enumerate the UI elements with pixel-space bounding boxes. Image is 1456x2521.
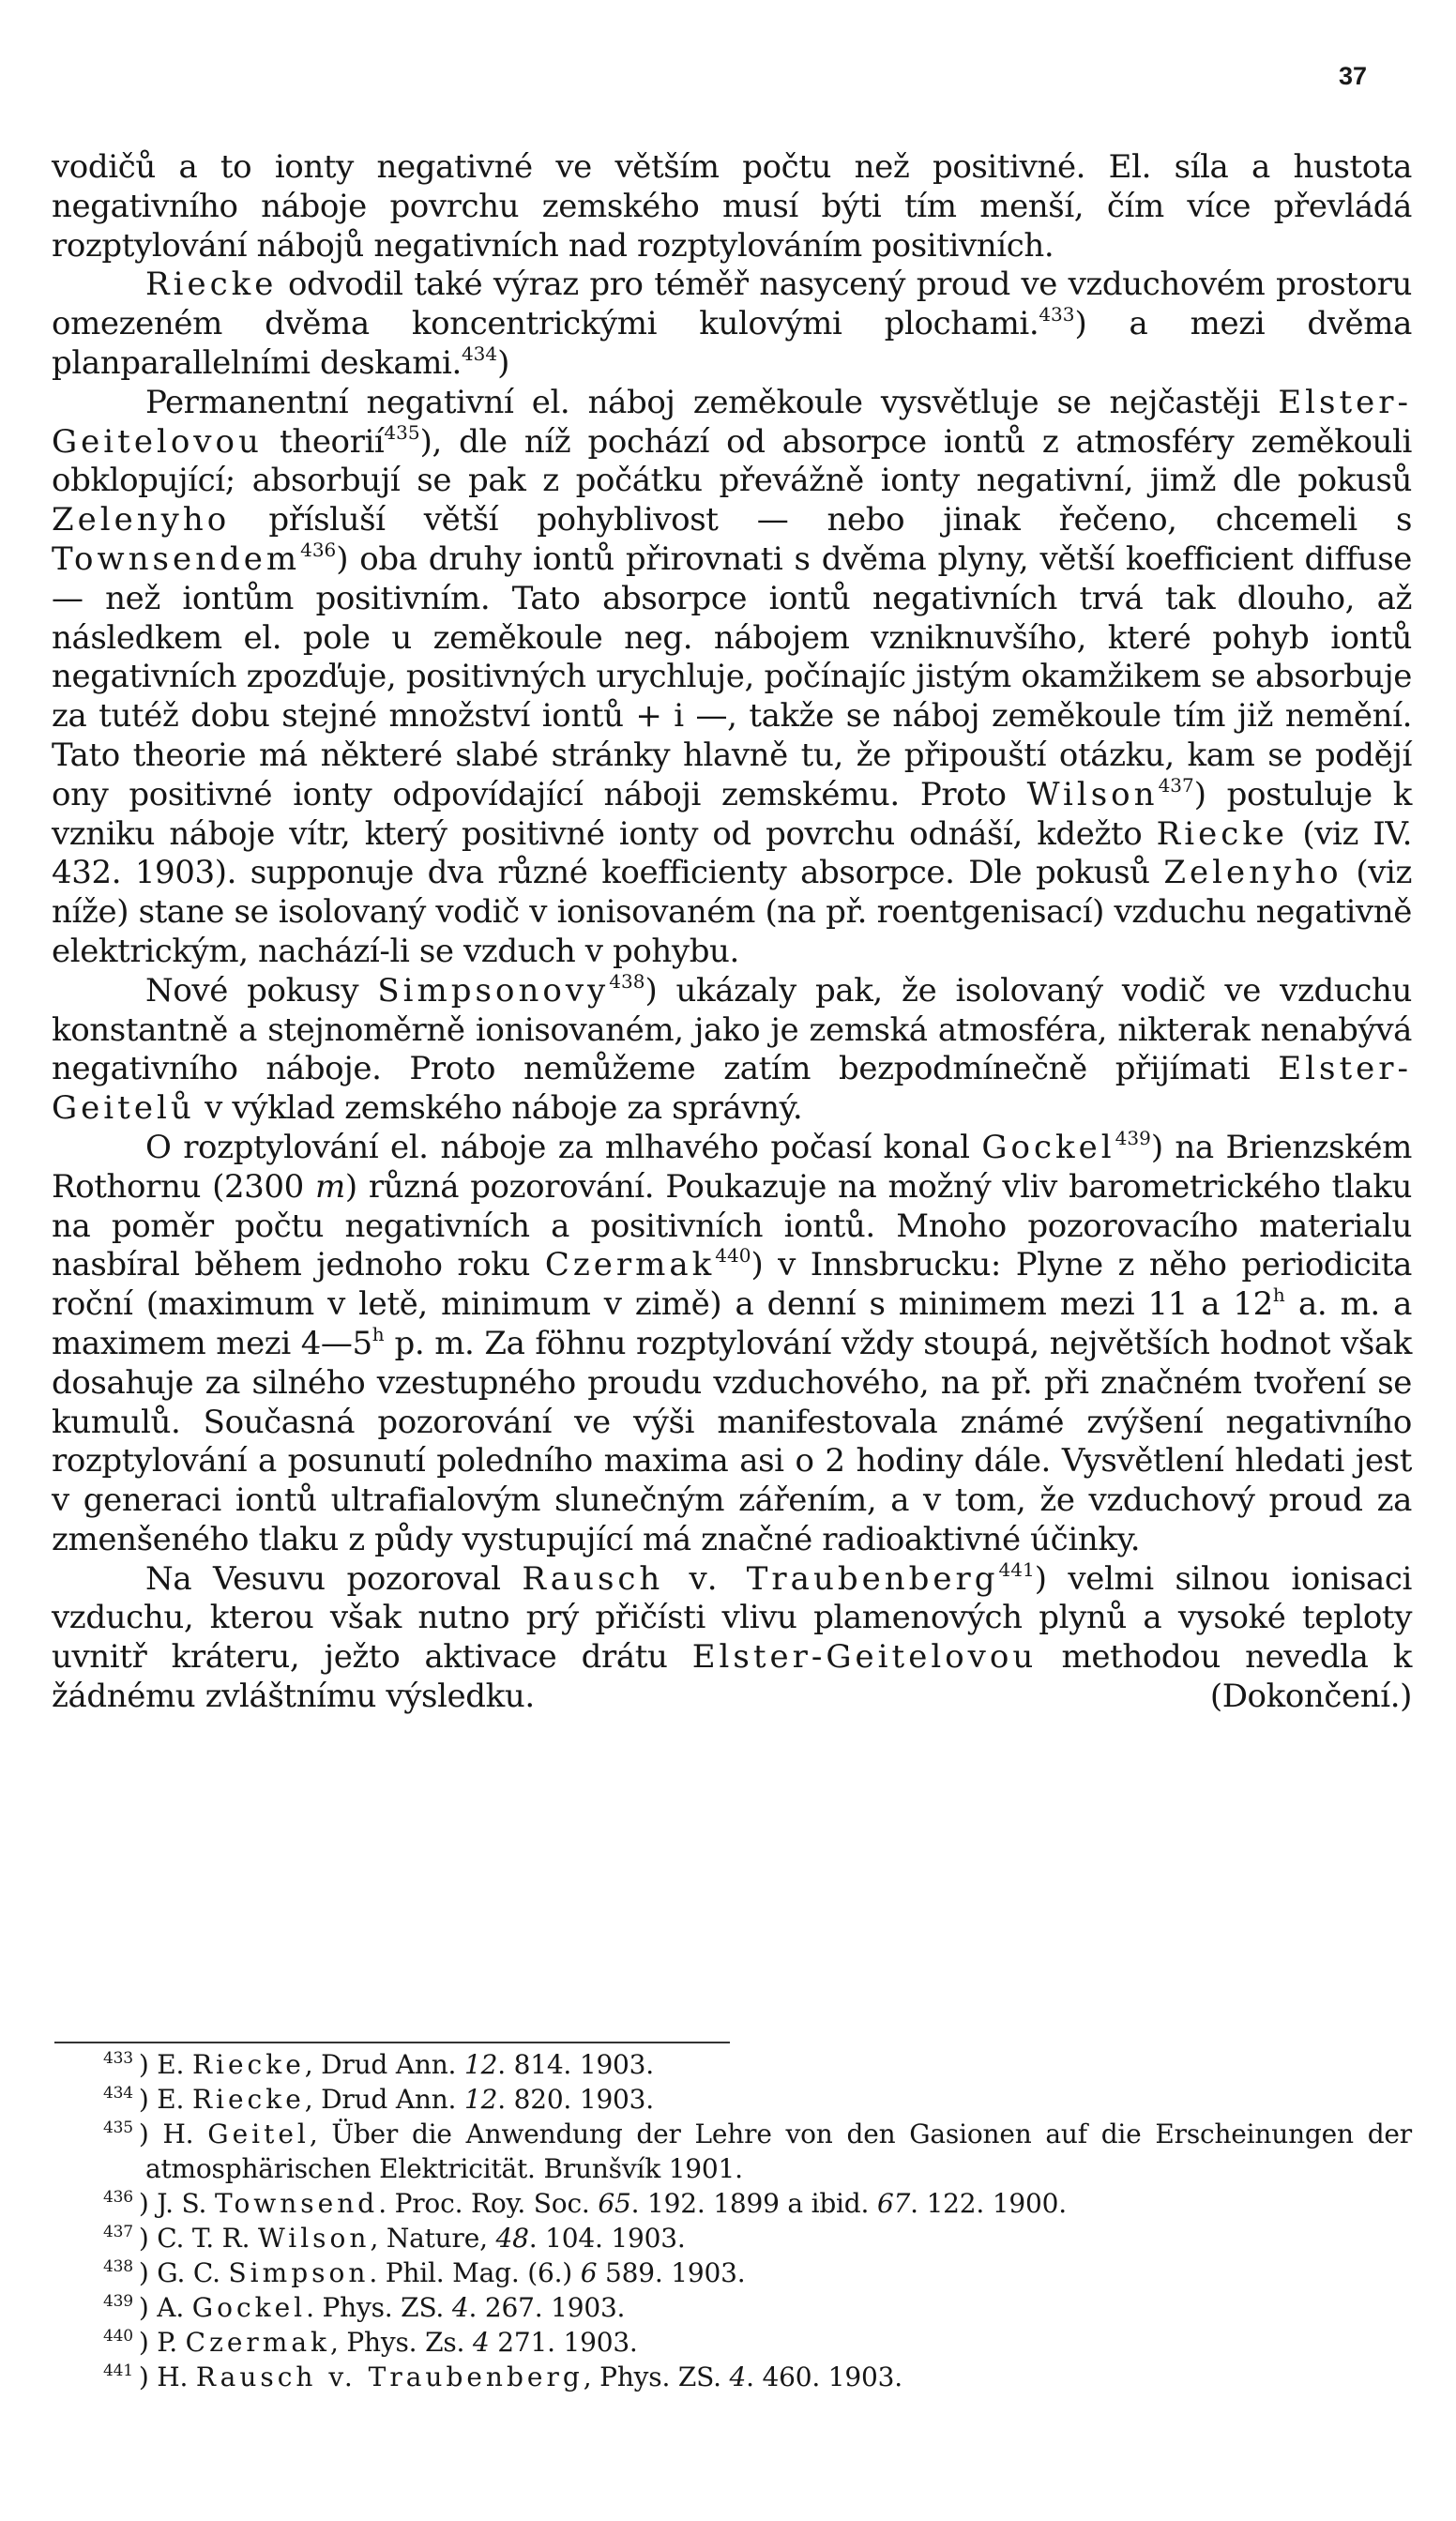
paragraph xyxy=(52,1557,1412,1717)
paragraph xyxy=(52,384,1412,972)
spaced-name: Riecke xyxy=(191,2049,305,2080)
text-run: odvodil také výraz pro téměř nasycený proud ve vzduchovém prostoru omezeném dvěma koncentrickými kulovými plochami. xyxy=(52,266,1412,343)
italic-text: 12 xyxy=(463,2084,498,2115)
text-run: O rozptylování el. náboje za mlhavého počasí konal xyxy=(145,1128,982,1166)
text-run: Nové pokusy xyxy=(145,971,378,1010)
text-run: vodičů a to ionty negativné ve větším počtu než positivné. El. síla a hustota negativního náboje povrchu zemského musí býti tím menší, čím více převládá rozptylování nábojů negativních nad rozptylováním positivních. xyxy=(52,148,1412,265)
text-run: G. C. xyxy=(157,2257,229,2288)
italic-text: 4 xyxy=(472,2327,490,2358)
text-run: . Phil. Mag. (6.) xyxy=(369,2257,581,2288)
text-run: Permanentní negativní el. náboj zeměkoule vysvětluje se nejčastěji xyxy=(145,383,1279,421)
footnote xyxy=(52,2325,1412,2360)
text-run: . 460. 1903. xyxy=(746,2362,902,2392)
text-run: , Über die Anwendung der Lehre von den Gasionen auf die Erscheinungen der atmosphärischen Elektricität. Brunšvík 1901. xyxy=(145,2119,1412,2184)
footnote-ref: 434 xyxy=(461,342,498,365)
footnote-paren: ) xyxy=(138,2327,158,2358)
spaced-name: Elster-Geitelů xyxy=(52,1050,1412,1128)
paragraph xyxy=(52,148,1412,266)
footnote-paren: ) xyxy=(138,2223,158,2254)
footnote-ref: 438 xyxy=(609,969,645,993)
footnote-number: 433 xyxy=(103,2049,133,2068)
text-run: Na Vesuvu pozoroval xyxy=(145,1559,523,1598)
spaced-name: Riecke xyxy=(1156,814,1289,853)
footnote xyxy=(52,2186,1412,2221)
text-run: . Proc. Roy. Soc. xyxy=(378,2188,599,2219)
footnote xyxy=(52,2082,1412,2117)
footnote-ref: h xyxy=(372,1322,385,1345)
spaced-name: Wilson xyxy=(257,2223,371,2254)
spaced-name: Simpson xyxy=(228,2257,370,2288)
spaced-name: Elster-Geitelovou xyxy=(52,383,1412,461)
footnote-ref: 433 xyxy=(1039,303,1075,327)
footnote-number: 439 xyxy=(103,2292,133,2311)
paragraph xyxy=(52,969,1412,1129)
spaced-name: Czermak xyxy=(544,1246,716,1284)
spaced-name: Riecke xyxy=(145,266,278,304)
italic-text: 6 xyxy=(580,2257,598,2288)
spaced-name: Rausch v. Traubenberg xyxy=(522,1559,999,1598)
footnote-number: 437 xyxy=(103,2223,133,2241)
text-run: . 104. 1903. xyxy=(528,2223,686,2254)
text-run: H. xyxy=(157,2362,196,2392)
footnote-number: 438 xyxy=(103,2257,133,2276)
footnote-ref: 436 xyxy=(300,538,337,561)
text-run: v výklad zemského náboje za správný. xyxy=(194,1089,803,1128)
text-run: . Phys. ZS. xyxy=(306,2292,452,2323)
text-run: P. xyxy=(157,2327,186,2358)
spaced-name: Wilson xyxy=(1026,775,1159,813)
text-run: , Phys. Zs. xyxy=(330,2327,473,2358)
spaced-name: Townsendem xyxy=(52,539,301,578)
italic-text: 65 xyxy=(598,2188,631,2219)
text-run: . 267. 1903. xyxy=(468,2292,626,2323)
text-run: (viz níže) stane se isolovaný vodič v ionisovaném (na př. roentgenisací) vzduchu negativně elektrickým, nachází-li se vzduch v pohybu. xyxy=(52,854,1412,970)
text-run: A. xyxy=(157,2292,192,2323)
text-run: ) na Brienzském Rothornu (2300 xyxy=(52,1128,1412,1206)
footnote-ref: 435 xyxy=(384,420,420,444)
text-run: ) velmi silnou ionisaci vzduchu, kterou však nutno prý přičísti vlivu plamenových plynů a vysoké teploty uvnitř kráteru, ježto aktivace drátu xyxy=(52,1559,1412,1677)
footnote-ref: 437 xyxy=(1158,773,1194,797)
footnote-number: 434 xyxy=(103,2084,133,2103)
italic-text: 67 xyxy=(876,2188,911,2219)
text-run: ) oba druhy iontů přirovnati s dvěma plyny, větší koefficient diffuse — než iontům positivním. Tato absorpce iontů negativních trvá tak dlouho, až následkem el. pole u zeměkoule neg. nábojem vzniknuvšího, které pohyb iontů negativních zpozďuje, positivných urychluje, počínajíc jistým okamžikem se absorbuje za tutéž dobu stejné množství iontů + i —, takže se náboj zeměkoule tím již nemění. Tato theorie má některé slabé stránky hlavně tu, že připouští otázku, kam se podějí ony positivné ionty odpovídající náboji zemskému. Proto xyxy=(52,539,1412,813)
footnote xyxy=(52,2360,1412,2394)
footnote-paren: ) xyxy=(138,2084,158,2115)
text-run: . 122. 1900. xyxy=(910,2188,1067,2219)
footnote-ref: h xyxy=(1272,1283,1285,1307)
footnote-number: 436 xyxy=(103,2188,133,2207)
text-run: H. xyxy=(162,2119,208,2149)
body-text xyxy=(52,148,1412,1717)
text-run: 589. 1903. xyxy=(597,2257,746,2288)
text-run: přísluší větší pohyblivost — nebo jinak řečeno, chcemeli s xyxy=(230,501,1412,539)
paragraph xyxy=(52,266,1412,383)
text-run: , Nature, xyxy=(370,2223,496,2254)
continued-note: (Dokončení.) xyxy=(1209,1678,1412,1716)
italic-text: m xyxy=(315,1167,345,1206)
text-run: . 814. 1903. xyxy=(497,2049,654,2080)
italic-text: 12 xyxy=(463,2049,498,2080)
text-run: E. xyxy=(157,2084,192,2115)
spaced-name: Zelenyho xyxy=(52,501,231,539)
paragraph xyxy=(52,1126,1412,1560)
text-run: (viz IV. 432. 1903). supponuje dva různé koefficienty absorpce. Dle pokusů xyxy=(52,814,1412,892)
footnote-paren: ) xyxy=(138,2292,158,2323)
footnote-number: 441 xyxy=(103,2362,133,2380)
footnote-ref: 441 xyxy=(998,1557,1035,1581)
footnote xyxy=(52,2047,1412,2082)
footnote-number: 440 xyxy=(103,2327,133,2346)
text-run: , Drud Ann. xyxy=(304,2049,464,2080)
text-run: . 192. 1899 a ibid. xyxy=(630,2188,877,2219)
spaced-name: Elster-Geitelovou xyxy=(691,1638,1038,1677)
italic-text: 48 xyxy=(495,2223,529,2254)
footnote-paren: ) xyxy=(138,2362,158,2392)
footnotes xyxy=(52,2047,1412,2394)
text-run: ) ukázaly pak, že isolovaný vodič ve vzduchu konstantně a stejnoměrně ionisovaném, jako je zemská atmosféra, nikterak nenabývá negativního náboje. Proto nemůžeme zatím bezpodmínečně přijímati xyxy=(52,971,1412,1088)
text-run: ) postuluje k vzniku náboje vítr, který positivné ionty od povrchu odnáší, kdežto xyxy=(52,775,1412,853)
text-run: ) xyxy=(497,343,509,382)
italic-text: 4 xyxy=(729,2362,747,2392)
text-run: J. S. xyxy=(157,2188,215,2219)
text-run: , Drud Ann. xyxy=(304,2084,464,2115)
text-run: theorií xyxy=(262,422,385,461)
spaced-name: Czermak xyxy=(185,2327,331,2358)
page-number: 37 xyxy=(1338,62,1367,90)
spaced-name: Gockel xyxy=(981,1128,1115,1166)
text-run: , Phys. ZS. xyxy=(583,2362,730,2392)
spaced-name: Simpsonovy xyxy=(377,971,610,1010)
spaced-name: Gockel xyxy=(191,2292,307,2323)
italic-text: 4 xyxy=(451,2292,469,2323)
text-run: E. xyxy=(157,2049,192,2080)
text-run: C. T. R. xyxy=(157,2223,258,2254)
text-run: methodou nevedla k žádnému zvláštnímu výsledku. xyxy=(52,1638,1412,1716)
footnote-paren: ) xyxy=(138,2049,158,2080)
text-run: a. m. a maximem mezi 4—5 xyxy=(52,1285,1412,1362)
spaced-name: Riecke xyxy=(191,2084,305,2115)
text-run: ) v Innsbrucku: Plyne z něho periodicita roční (maximum v letě, minimum v zimě) a denní s minimem mezi 11 a 12 xyxy=(52,1246,1412,1324)
spaced-name: Rausch v. Traubenberg xyxy=(195,2362,584,2392)
footnote-ref: 440 xyxy=(715,1244,751,1268)
footnote-separator xyxy=(54,2042,730,2043)
text-run: ), dle níž pochází od absorpce iontů z atmosféry zeměkouli obklopující; absorbují se pak z počátku převážně ionty negativní, jimž dle pokusů xyxy=(52,422,1412,500)
footnote xyxy=(52,2255,1412,2290)
text-run: p. m. Za föhnu rozptylování vždy stoupá, největších hodnot však dosahuje za silného vzestupného proudu vzduchového, na př. při značném tvoření se kumulů. Současná pozorování ve výši manifestovala známé zvýšení negativního rozptylování a posunutí poledního maxima asi o 2 hodiny dále. Vysvětlení hledati jest v generaci iontů ultrafialovým slunečným zářením, a v tom, že vzduchový proud za zmenšeného tlaku z půdy vystupující má značné radioaktivné účinky. xyxy=(52,1324,1412,1558)
footnote-paren: ) xyxy=(138,2257,158,2288)
footnote xyxy=(52,2221,1412,2255)
footnote-paren: ) xyxy=(138,2188,158,2219)
text-run: . 820. 1903. xyxy=(497,2084,654,2115)
spaced-name: Zelenyho xyxy=(1163,854,1342,892)
footnote xyxy=(52,2290,1412,2325)
footnote-ref: 439 xyxy=(1115,1126,1151,1149)
footnote-paren: ) xyxy=(138,2119,163,2149)
spaced-name: Geitel xyxy=(207,2119,310,2149)
text-run: 271. 1903. xyxy=(489,2327,638,2358)
text-run: ) a mezi dvěma planparallelními deskami. xyxy=(52,305,1412,382)
footnote-number: 435 xyxy=(103,2119,133,2137)
text-run: ) různá pozorování. Poukazuje na možný vliv barometrického tlaku na poměr počtu negativních a positivních iontů. Mnoho pozorovacího materialu nasbíral během jednoho roku xyxy=(52,1167,1412,1284)
spaced-name: Townsend xyxy=(214,2188,379,2219)
footnote xyxy=(52,2117,1412,2186)
